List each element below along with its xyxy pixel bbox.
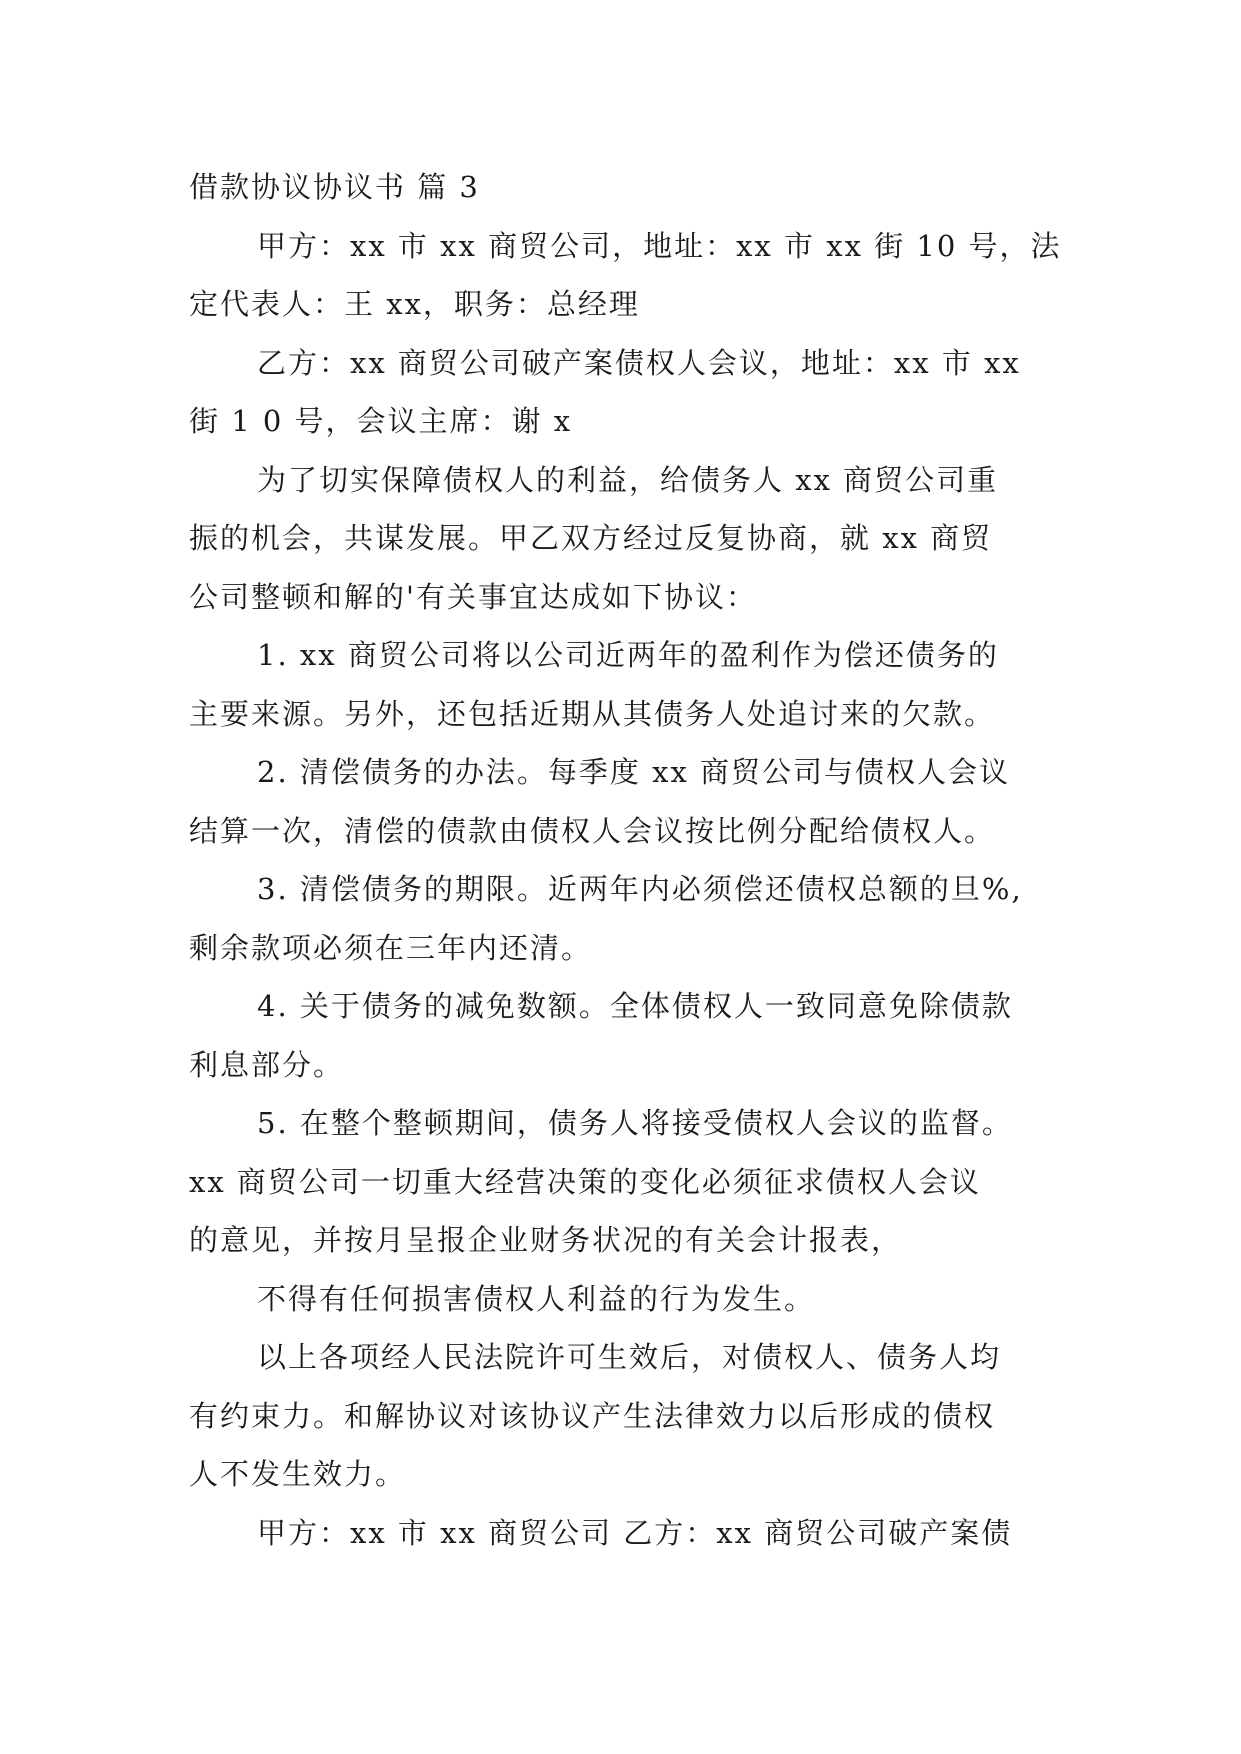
party-b-line: 乙方：xx 商贸公司破产案债权人会议，地址：xx 市 xx [257, 345, 1021, 380]
preamble-line: 振的机会，共谋发展。甲乙双方经过反复协商，就 xx 商贸 [189, 521, 993, 555]
clause-2-line: 2. 清偿债务的办法。每季度 xx 商贸公司与债权人会议 [257, 755, 1011, 789]
clause-5-line: 5. 在整个整顿期间，债务人将接受债权人会议的监督。 [257, 1106, 1013, 1140]
effect-line: 人不发生效力。 [189, 1457, 407, 1491]
clause-1-line: 1. xx 商贸公司将以公司近两年的盈利作为偿还债务的 [257, 638, 999, 672]
preamble-line: 公司整顿和解的'有关事宜达成如下协议： [189, 579, 757, 614]
clause-5-line: 的意见，并按月呈报企业财务状况的有关会计报表， [189, 1223, 903, 1257]
document-title: 借款协议协议书 篇 3 [189, 170, 480, 204]
clause-5-line: xx 商贸公司一切重大经营决策的变化必须征求债权人会议 [189, 1164, 981, 1199]
party-a-line-cont: 定代表人：王 xx，职务：总经理 [189, 287, 640, 321]
clause-4-line: 利息部分。 [189, 1047, 345, 1082]
preamble-line: 为了切实保障债权人的利益，给债务人 xx 商贸公司重 [257, 462, 999, 497]
clause-3-line: 3. 清偿债务的期限。近两年内必须偿还债权总额的旦%, [257, 872, 1023, 906]
party-a-line: 甲方：xx 市 xx 商贸公司，地址：xx 市 xx 街 10 号，法 [257, 228, 1062, 263]
signature-line: 甲方：xx 市 xx 商贸公司 乙方：xx 商贸公司破产案债 [257, 1515, 1013, 1550]
effect-line: 有约束力。和解协议对该协议产生法律效力以后形成的债权 [189, 1398, 996, 1433]
clause-2-line: 结算一次，清偿的债款由债权人会议按比例分配给债权人。 [189, 813, 996, 848]
clause-1-line: 主要来源。另外，还包括近期从其债务人处追讨来的欠款。 [189, 696, 996, 731]
document-body [189, 158, 1069, 1562]
clause-4-line: 4. 关于债务的减免数额。全体债权人一致同意免除债款 [257, 989, 1013, 1023]
party-b-line-cont: 街 1 0 号，会议主席：谢 x [189, 404, 573, 438]
effect-line: 以上各项经人民法院许可生效后，对债权人、债务人均 [257, 1340, 1002, 1374]
clause-3-line: 剩余款项必须在三年内还清。 [189, 930, 593, 965]
clause-5-line: 不得有任何损害债权人利益的行为发生。 [257, 1281, 816, 1316]
